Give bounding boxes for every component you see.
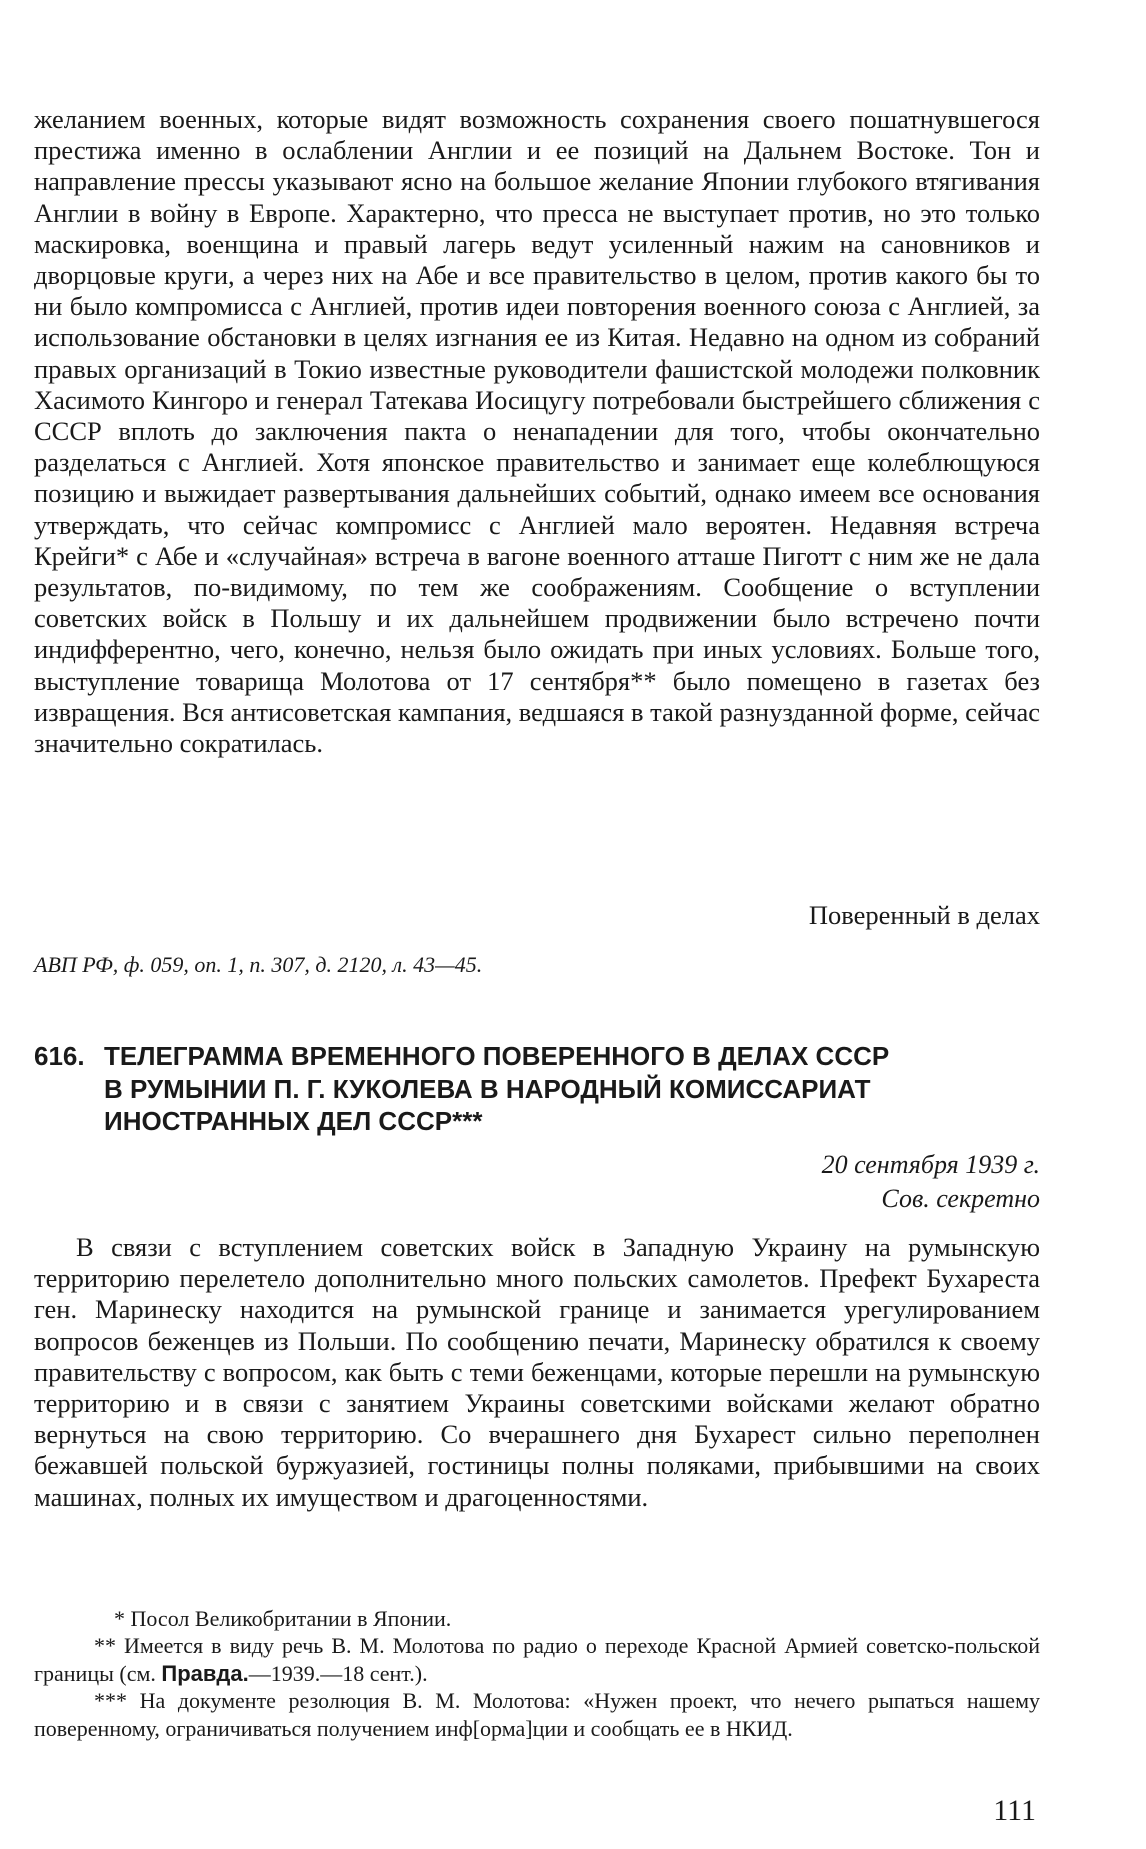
page-number: 111 [993,1794,1036,1827]
archive-source-reference: АВП РФ, ф. 059, оп. 1, п. 307, д. 2120, л. 43—45. [34,952,483,977]
document-number: 616. [34,1041,85,1071]
signature-line: Поверенный в делах [808,900,1040,930]
body-paragraph: В связи с вступлением советских войск в Западную Украину на румынскую территорию перелетело дополнительно много польских самолетов. Префект Бухареста ген. Маринеску находится на румынской границе и занимается урегулированием вопросов беженцев из Польши. По сообщению печати, Маринеску обратился к своему правительству с вопросом, как быть с теми беженцами, которые перешли на румынскую территорию и в связи с занятием Украины советскими войсками желают обратно вернуться на свою территорию. Со вчерашнего дня Бухарест сильно переполнен бежавшей польской буржуазией, гостиницы полны поляками, прибывшими на своих машинах, полных их имуществом и драгоценностями. [34,1232,1040,1512]
continued-text-block [34,104,1040,759]
telegram-body [34,1232,1040,1513]
title-line: ТЕЛЕГРАММА ВРЕМЕННОГО ПОВЕРЕННОГО В ДЕЛАХ СССР [104,1041,890,1071]
footnote-2 [34,1632,1040,1687]
footnote-2-date: —1939.—18 сент.). [248,1660,428,1686]
footnote-3: *** На документе резолюция В. М. Молотова: «Нужен проект, что нечего рыпаться нашему поверенному, ограничиваться получением инф[орма]ции и сообщать ее в НКИД. [34,1688,1040,1741]
title-line: В РУМЫНИИ П. Г. КУКОЛЕВА В НАРОДНЫЙ КОМИССАРИАТ [104,1073,871,1104]
footnote-1: * Посол Великобритании в Японии. [114,1606,452,1631]
continued-paragraph: желанием военных, которые видят возможность сохранения своего пошатнувшегося престижа именно в ослаблении Англии и ее позиций на Дальнем Востоке. Тон и направление прессы указывают ясно на большое желание Японии глубокого втягивания Англии в войну в Европе. Характерно, что пресса не выступает против, но это только маскировка, военщина и правый лагерь ведут усиленный нажим на сановников и дворцовые круги, а через них на Абе и все правительство в целом, против какого бы то ни было компромисса с Англией, против идеи повторения военного союза с Англией, за использование обстановки в целях изгнания ее из Китая. Недавно на одном из собраний правых организаций в Токио известные руководители фашистской молодежи полковник Хасимото Кингоро и генерал Татекава Иосицугу потребовали быстрейшего сближения с СССР вплоть до заключения пакта о ненападении для того, чтобы окончательно разделаться с Англией. Хотя японское правительство и занимает еще колеблющуюся позицию и выжидает развертывания дальнейших событий, однако имеем все основания утверждать, что сейчас компромисс с Англией мало вероятен. Недавняя встреча Крейги* с Абе и «случайная» встреча в вагоне военного атташе Пиготт с ним же не дала результатов, по-видимому, по тем же соображениям. Сообщение о вступлении советских войск в Польшу и их дальнейшем продвижении было встречено почти индифферентно, чего, конечно, нельзя было ожидать при иных условиях. Больше того, выступление товарища Молотова от 17 сентября** было помещено в газетах без извращения. Вся антисоветская кампания, ведшаяся в такой разнузданной форме, сейчас значительно сократилась. [34,104,1040,759]
footnote-2-text: ** Имеется в виду речь В. М. Молотова по радио о переходе Красной Армией советско-польской границы (см. [34,1633,1040,1686]
footnote-2-publication: Правда. [161,1660,249,1686]
document-title [104,1040,1044,1138]
document-heading [34,1040,1044,1138]
title-line: ИНОСТРАННЫХ ДЕЛ СССР*** [104,1106,483,1136]
classification-label: Сов. секретно [881,1184,1040,1213]
footnotes [34,1605,1040,1742]
document-date: 20 сентября 1939 г. [821,1150,1040,1179]
